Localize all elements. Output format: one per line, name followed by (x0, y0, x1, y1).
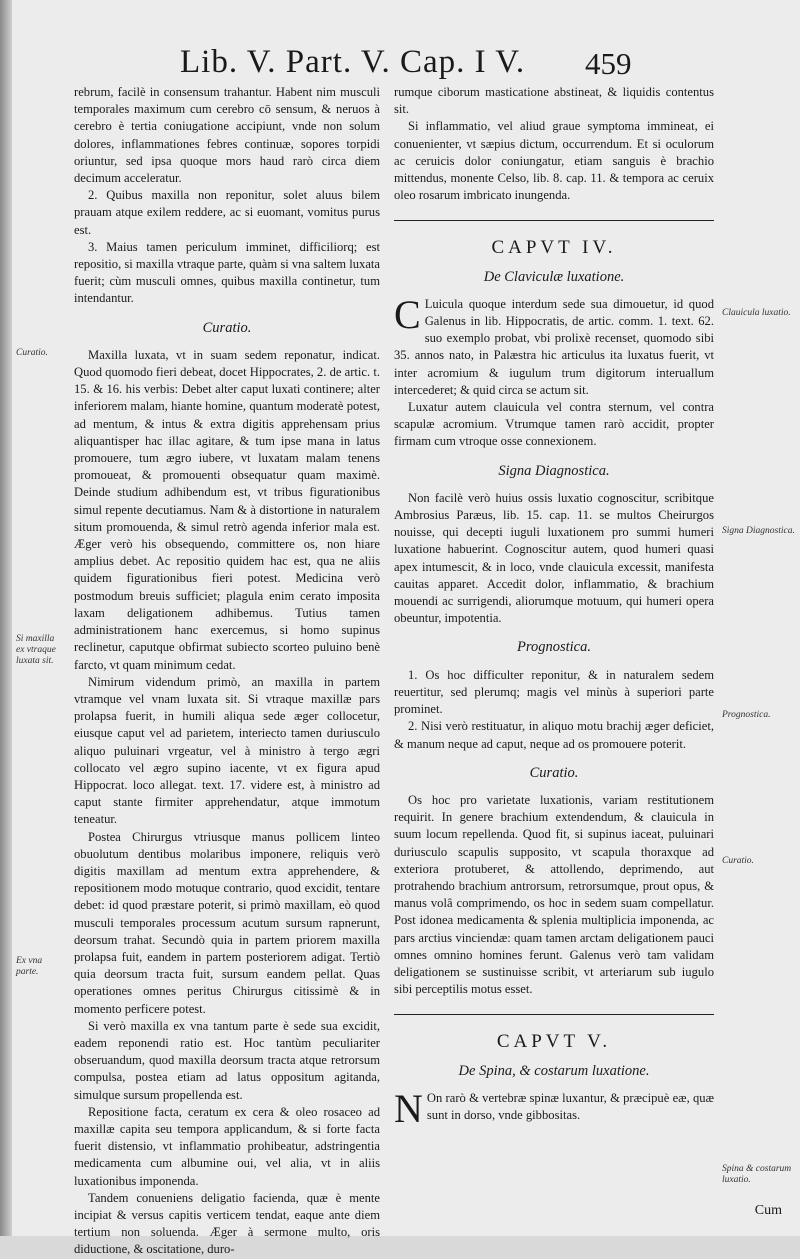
paragraph: Si verò maxilla ex vna tantum parte è sede sua excidit, eadem reponendi ratio est. Hoc tantùm peculiariter obseruandum, quod maxilla deorsum tracta atque retrorsum compulsa, postea etiam ad latus oppositum agitanda, simulque sursum propellenda est. (74, 1018, 380, 1102)
paragraph: Maxilla luxata, vt in suam sedem reponatur, indicat. Quod quomodo fieri debeat, docet Hippocrates, 2. de artic. t. 15. & 16. his verbis: Debet alter caput luxati continere; alter inferiorem malam, hiante homine, quantum moderatè potest, ad mentum, & intus & extra digitis apprehensam prius aliquantisper hac illac agitare, & tum ipse mana in latus promouere, tum ægro iubere, vt luxatam malam tenens promoueat, & promouenti obsequatur quam maximè. Deinde studium adhibendum est, vt tribus figurationibus simul repente decutiamus. Nam & à distortione in naturalem situm promouenda, & simul retrò agenda inferior mala est. Æger verò his obsequendo, committere os, non hiare amplius debet. Ac repositio quidem hac est, qua ne aliis quidem figurationibus fieri potest. Medicina verò postmodum breuis sufficiet; plagula enim cerato imposita laxam deligationem adhibemus. Tutius tamen administrationem hanc exercemus, si homo supinus reclinetur, caputque obfirmat subiecto scorteo puluino benè farcto, vt quam minimum cedat. (74, 347, 380, 672)
paragraph-text: Luicula quoque interdum sede sua dimouetur, id quod Galenus in lib. Hippocratis, de artic. comm. 1. text. 62. suo exemplo probat, vbi prolixè recenset, quomodo sibi 35. annos nato, in Palæstra hic articulus ita luxatus fuerit, vt inter acromium & iugulum trum digitorum interuallum intercederet; & quid circa se actum sit. (394, 296, 714, 397)
drop-cap: N (394, 1085, 423, 1131)
divider (394, 1014, 714, 1015)
section-heading-curatio: Curatio. (529, 764, 579, 781)
marginal-note: Curatio. (16, 348, 48, 358)
marginal-note: Signa Diagnostica. (722, 526, 795, 536)
running-header (180, 44, 780, 84)
paragraph: Non facilè verò huius ossis luxatio cognoscitur, scribitque Ambrosius Paræus, lib. 15. cap. 11. se multos Cheirurgos nouisse, qui decepti iuguli luxationem pro summi humeri luxatione habuerint. Cognoscitur autem, quod humeri quasi apex intumescit, & in loco, vnde clauicula excessit, manifesta cauitas apparet. Accedit dolor, inflammatio, & brachium mouendi ac surrigendi, aliorumque motuum, qui humeri opera obeuntur, impotentia. (394, 490, 714, 626)
paragraph (394, 1085, 714, 1131)
left-column (74, 84, 380, 1259)
chapter-heading: CAPVT V. (496, 1031, 612, 1053)
paragraph: Os hoc pro varietate luxationis, variam restitutionem requirit. In genere brachium extendendum, & clauicula in suum locum repellenda. Quod fit, si supinus iaceat, puluinari duriusculo scapulis supposito, vt scapula thoraxque ad exteriora protuberet, & attollendo, deprimendo, aut protrahendo brachium antrorsum, retrorsumque, prout opus, & manus volâ comprimendo, os hoc in sedem suam compellatur. Post idonea medicamenta & splenia multiplicia imponenda, ac pars arctius vinciendæ: quam tamen arctam deligationem pauci omnes omnino homines ferunt. Galenus verò tam validam deligationem se sustinuisse scribit, vt arteriarum sub iugulo sibi perceptilis motus esset. (394, 792, 714, 997)
paragraph: Repositione facta, ceratum ex cera & oleo rosaceo ad maxillæ capita seu tempora applicandum, & si forte facta fuerit distensio, vt inflammatio prohibeatur, adstringentia medicamenta cum albumine oui, vel alia, vt in aliis luxationibus imponenda. (74, 1104, 380, 1188)
marginal-note: Curatio. (722, 856, 754, 866)
paragraph: Luxatur autem clauicula vel contra sternum, vel contra scapulæ acromium. Vtrumque tamen rarò accidit, propter firmam cum vtroque osse connexionem. (394, 400, 714, 449)
divider (394, 220, 714, 221)
paragraph-text: On rarò & vertebræ spinæ luxantur, & præcipuè eæ, quæ sunt in dorso, vnde gibbositas. (426, 1090, 714, 1122)
chapter-heading: CAPVT IV. (491, 237, 617, 259)
paragraph: 1. Os hoc difficulter reponitur, & in naturalem sedem reuertitur, sed plerumq; magis vel minùs à superiori parte prominet. (394, 667, 714, 717)
paragraph: Postea Chirurgus vtriusque manus pollicem linteo obuolutum dentibus molaribus imponere, reliquis verò digitis maxillam ad mentum extra apprehendere, & repositionem modo motuque contrario, quod excidit, tentare debet: id quod præstare poterit, si primò maxillam, eò quod musculi temporales processum acutum sursum rapnerunt, deorsum trahat. Secundò quia in partem priorem maxilla prolapsa fuit, eandem in partem posteriorem adigat. Tertiò quia deorsum tracta fuit, sursum eandem pellat. Quas operationes omnes peritus Chirurgus citissimè & in momento perficere potest. (74, 829, 380, 1016)
page-number: 459 (585, 46, 632, 81)
paragraph: 3. Maius tamen periculum imminet, difficiliorq; est repositio, si maxilla vtraque parte, quàm si vna saltem luxata fuerit; cùm musculi omnes, quibus maxilla continetur, tum intendantur. (74, 239, 381, 306)
drop-cap: C (394, 291, 421, 337)
paragraph: Nimirum videndum primò, an maxilla in partem vtramque vel vnam luxata sit. Si vtraque maxillæ pars prolapsa fuerit, in humili aliqua sede æger collocetur, eiusque caput vel ad parietem, interiecto tamen duriusculo aliquo puluinari vrgeatur, vel à ministro à tergo ægri collocato vel ægro supino iacente, vt ex figura apud Hippocrat. loco allegat. text. 17. videre est, à ministro ad caput stante firmiter apprehendatur, atque immotum teneatur. (74, 674, 380, 827)
section-heading-signa: Signa Diagnostica. (498, 462, 610, 479)
marginal-note: Spina & costarum luxatio. (722, 1164, 792, 1185)
paragraph (394, 291, 714, 399)
paragraph: 2. Quibus maxilla non reponitur, solet aluus bilem prauam atque exilem reddere, ac si euomant, vomitus purus est. (74, 188, 380, 237)
paragraph: 2. Nisi verò restituatur, in aliquo motu brachij æger deficiet, & manum neque ad caput, neque ad os promouere poterit. (394, 719, 714, 751)
section-heading-prognostica: Prognostica. (517, 639, 591, 656)
marginal-note: Ex vna parte. (16, 956, 43, 977)
paragraph: Si inflammatio, vel aliud graue symptoma immineat, ei conuenienter, vt sæpius dictum, occurrendum. Et si oculorum ac ceruicis dolor coniungatur, etiam sanguis è brachio mittendus, monente Celso, lib. 8. cap. 11. & tempora ac ceruix oleo rosarum imbricato inungenda. (394, 119, 714, 203)
paragraph: rebrum, facilè in consensum trahantur. Habent nim musculi temporales maximum cum cerebro cō sensum, & neruos à cerebro è tertia coniugatione accipiunt, vnde non solum dolores, inflammationes febres continuæ, sopores torpidi oriuntur, sed ipsa quoque mors haud rarò circa diem decimum acceleratur. (74, 85, 380, 186)
marginal-note: Prognostica. (722, 710, 771, 720)
binding-gutter (0, 0, 12, 1236)
chapter-subtitle: De Claviculæ luxatione. (483, 268, 625, 285)
header-title: Lib. V. Part. V. Cap. I V. (180, 44, 526, 80)
catchword: Cum (754, 1203, 782, 1218)
marginal-note: Si maxilla ex vtraque luxata sit. (16, 634, 56, 666)
paragraph: rumque ciborum masticatione abstineat, & liquidis contentus sit. (394, 85, 714, 117)
right-column (394, 84, 714, 1131)
paragraph: Tandem conueniens deligatio facienda, quæ è mente incipiat & versus capitis verticem tendat, eaque ante diem tertium non soluenda. Æger à sermone multo, oris diductione, & oscitatione, duro- (74, 1190, 380, 1257)
marginal-note: Clauicula luxatio. (722, 308, 791, 318)
section-heading-curatio: Curatio. (202, 319, 252, 336)
chapter-subtitle: De Spina, & costarum luxatione. (458, 1062, 650, 1079)
